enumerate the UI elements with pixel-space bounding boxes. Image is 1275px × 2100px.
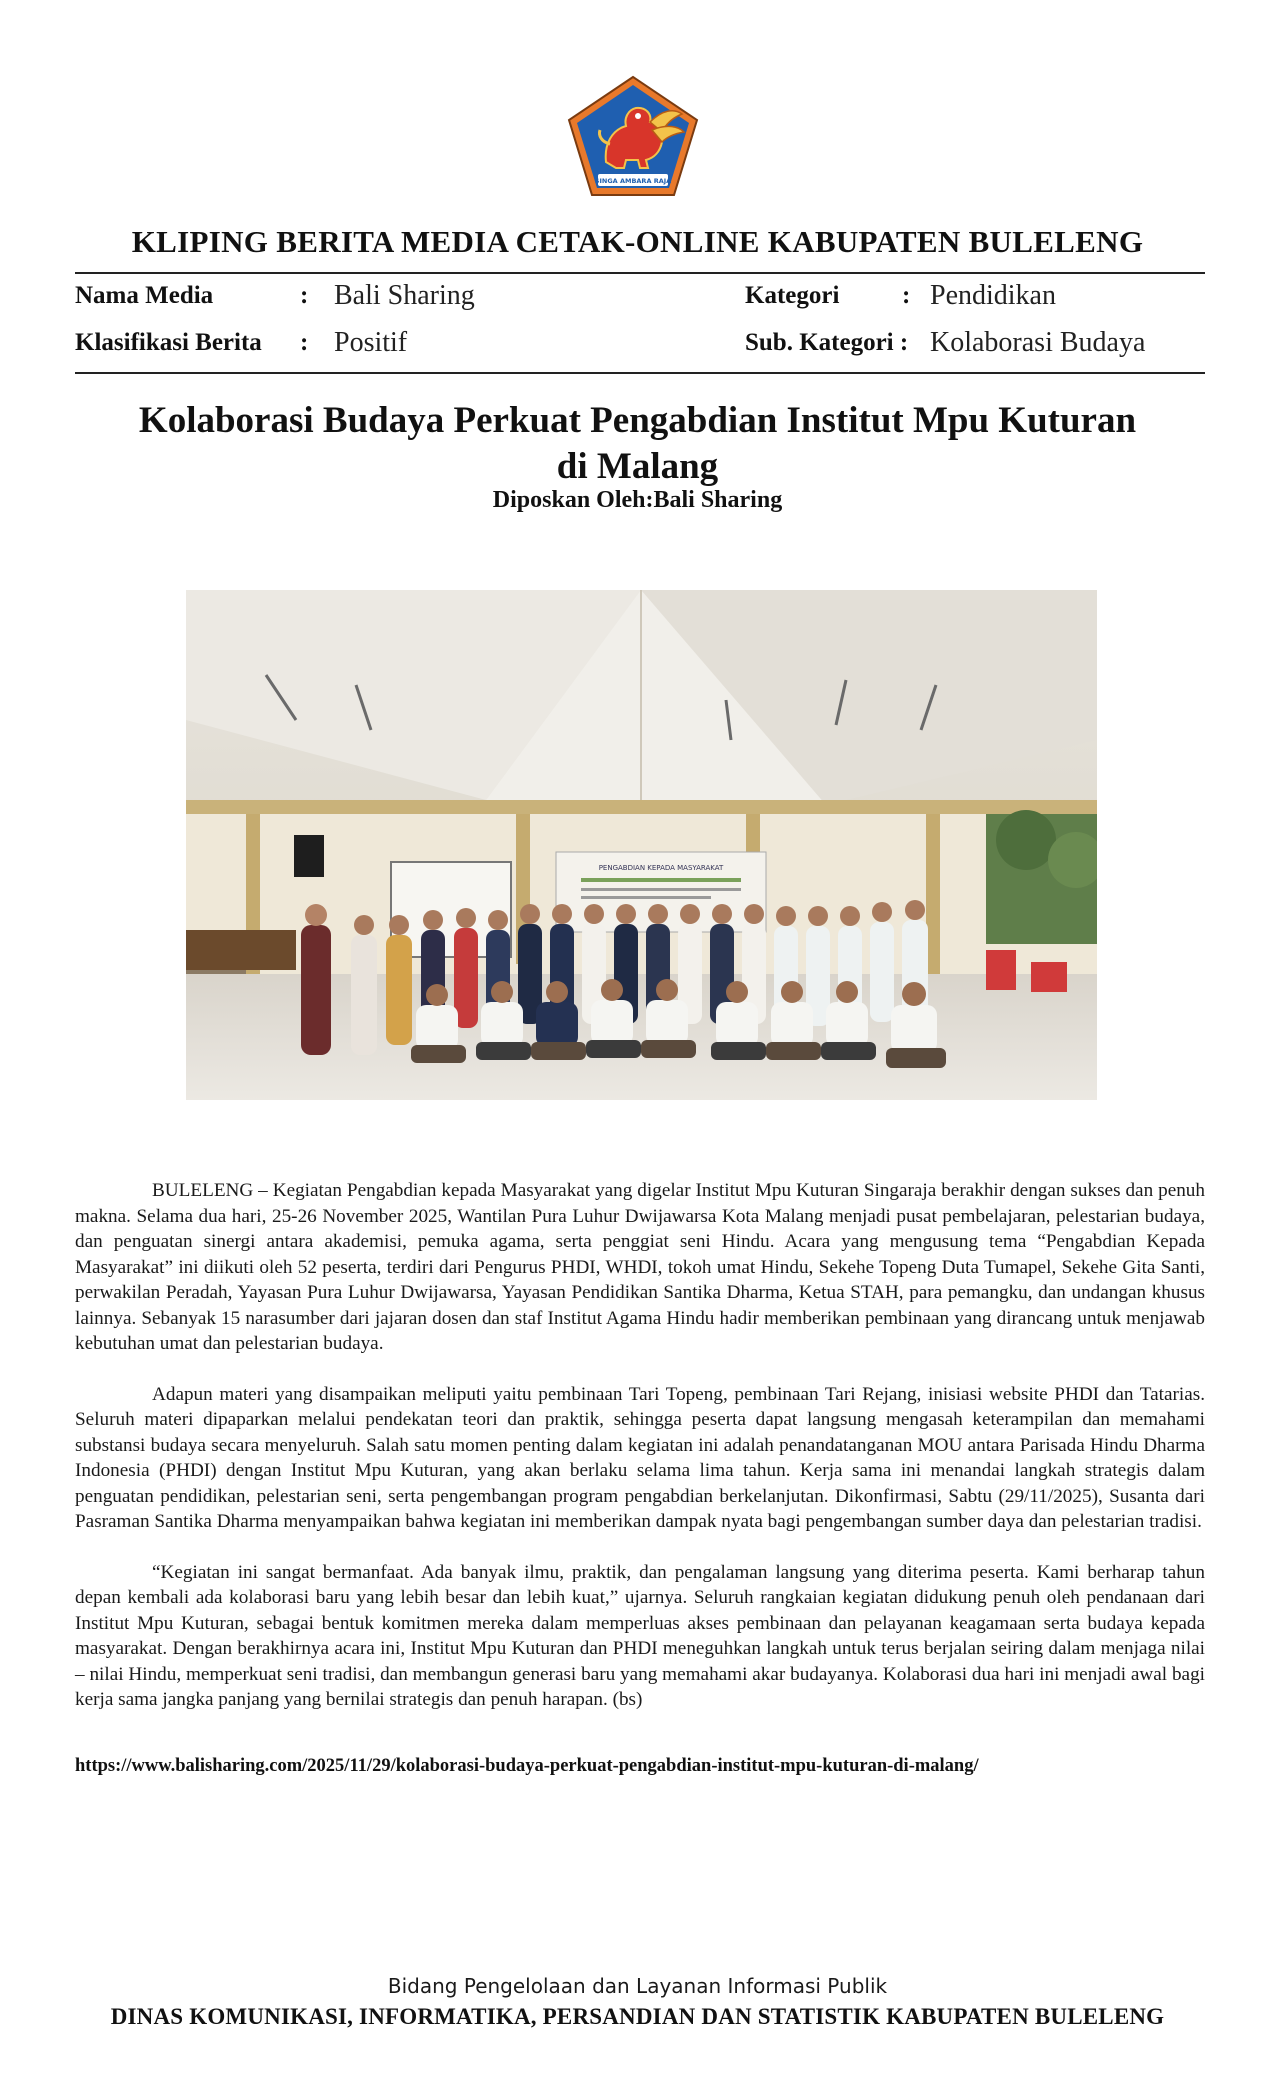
classification-label: Klasifikasi Berita: [75, 329, 262, 356]
source-url-link[interactable]: https://www.balisharing.com/2025/11/29/kolaborasi-budaya-perkuat-pengabdian-institut-mpu-kuturan-di-malang/: [75, 1756, 979, 1776]
classification-value: Positif: [334, 327, 408, 358]
article-paragraph-1: BULELENG – Kegiatan Pengabdian kepada Masyarakat yang digelar Institut Mpu Kuturan Singaraja berakhir dengan sukses dan penuh makna. Selama dua hari, 25-26 November 2025, Wantilan Pura Luhur Dwijawarsa Kota Malang menjadi pusat pembelajaran, pelestarian budaya, dan penguatan sinergi antara akademisi, pemuka agama, serta penggiat seni Hindu. Acara yang mengusung tema “Pengabdian Kepada Masyarakat” ini diikuti oleh 52 peserta, terdiri dari Pengurus PHDI, WHDI, tokoh umat Hindu, Sekehe Topeng Duta Tumapel, Sekehe Gita Santi, perwakilan Peradah, Yayasan Pura Luhur Dwijawarsa, Yayasan Pendidikan Santika Dharma, Ketua STAH, para pemangku, dan undangan khusus lainnya. Sebanyak 15 narasumber dari jajaran dosen dan staf Institut Agama Hindu hadir memberikan pembinaan yang dirancang untuk menjawab kebutuhan umat dan pelestarian budaya.: [75, 1180, 1205, 1354]
media-name-colon: :: [300, 282, 309, 309]
category-value: Pendidikan: [930, 280, 1056, 311]
footer-agency: DINAS KOMUNIKASI, INFORMATIKA, PERSANDIAN DAN STATISTIK KABUPATEN BULELENG: [110, 2004, 1165, 2029]
article-title-line-1: Kolaborasi Budaya Perkuat Pengabdian Institut Mpu Kuturan: [138, 400, 1137, 441]
category-label: Kategori: [745, 282, 840, 309]
article-paragraph-2: Adapun materi yang disampaikan meliputi yaitu pembinaan Tari Topeng, pembinaan Tari Rejang, inisiasi website PHDI dan Tatarias. Seluruh materi dipaparkan melalui pendekatan teori dan praktik, sehingga peserta dapat langsung mengasah keterampilan dan memahami substansi budaya secara menyeluruh. Salah satu momen penting dalam kegiatan ini adalah penandatanganan MOU antara Parisada Hindu Dharma Indonesia (PHDI) dengan Institut Mpu Kuturan, yang akan berlaku selama lima tahun. Kerja sama ini menandai langkah strategis dalam penguatan pendidikan, pelestarian seni, serta pengembangan program pengabdian berkelanjutan. Dikonfirmasi, Sabtu (29/11/2025), Susanta dari Pasraman Santika Dharma menyampaikan bahwa kegiatan ini memberikan dampak nyata bagi pengembangan sumber daya dan pelestarian tradisi.: [75, 1383, 1205, 1532]
photo-banner-text: PENGABDIAN KEPADA MASYARAKAT: [598, 864, 724, 872]
event-group-photo: [186, 590, 1097, 1100]
article-title: [100, 398, 1175, 490]
article-byline: Diposkan Oleh:Bali Sharing: [492, 487, 783, 513]
media-name-label: Nama Media: [75, 282, 214, 309]
buleleng-regency-logo: [566, 74, 700, 200]
article-paragraph-3: “Kegiatan ini sangat bermanfaat. Ada banyak ilmu, praktik, dan pengalaman langsung yang diterima peserta. Kami berharap tahun depan kembali ada kolaborasi baru yang lebih besar dan lebih kuat,” ujarnya. Seluruh rangkaian kegiatan didukung penuh oleh pendanaan dari Institut Mpu Kuturan, sebagai bentuk komitmen mereka dalam memperluas akses pembinaan dan pelayanan keagamaan serta budaya kepada masyarakat. Dengan berakhirnya acara ini, Institut Mpu Kuturan dan PHDI meneguhkan langkah untuk terus berjalan seiring dalam menjaga nilai – nilai Hindu, memperkuat seni tradisi, dan membangun generasi baru yang memahami akar budayanya. Kolaborasi dua hari ini menjadi awal bagi kerja sama jangka panjang yang bernilai strategis dan penuh harapan. (bs): [75, 1561, 1205, 1710]
category-colon: :: [902, 282, 911, 309]
media-name-value: Bali Sharing: [334, 280, 475, 311]
logo-motto: SINGA AMBARA RAJA: [594, 177, 672, 185]
header-divider-top: [75, 272, 1205, 274]
classification-colon: :: [300, 329, 309, 356]
article-title-line-2: di Malang: [556, 446, 719, 487]
subcategory-value: Kolaborasi Budaya: [930, 327, 1146, 358]
header-divider-bottom: [75, 372, 1205, 374]
document-header-title: KLIPING BERITA MEDIA CETAK-ONLINE KABUPATEN BULELENG: [131, 224, 1144, 259]
subcategory-label: Sub. Kategori :: [745, 329, 909, 356]
footer-department: Bidang Pengelolaan dan Layanan Informasi Publik: [387, 1974, 888, 1998]
article-body: [75, 1178, 1205, 1738]
